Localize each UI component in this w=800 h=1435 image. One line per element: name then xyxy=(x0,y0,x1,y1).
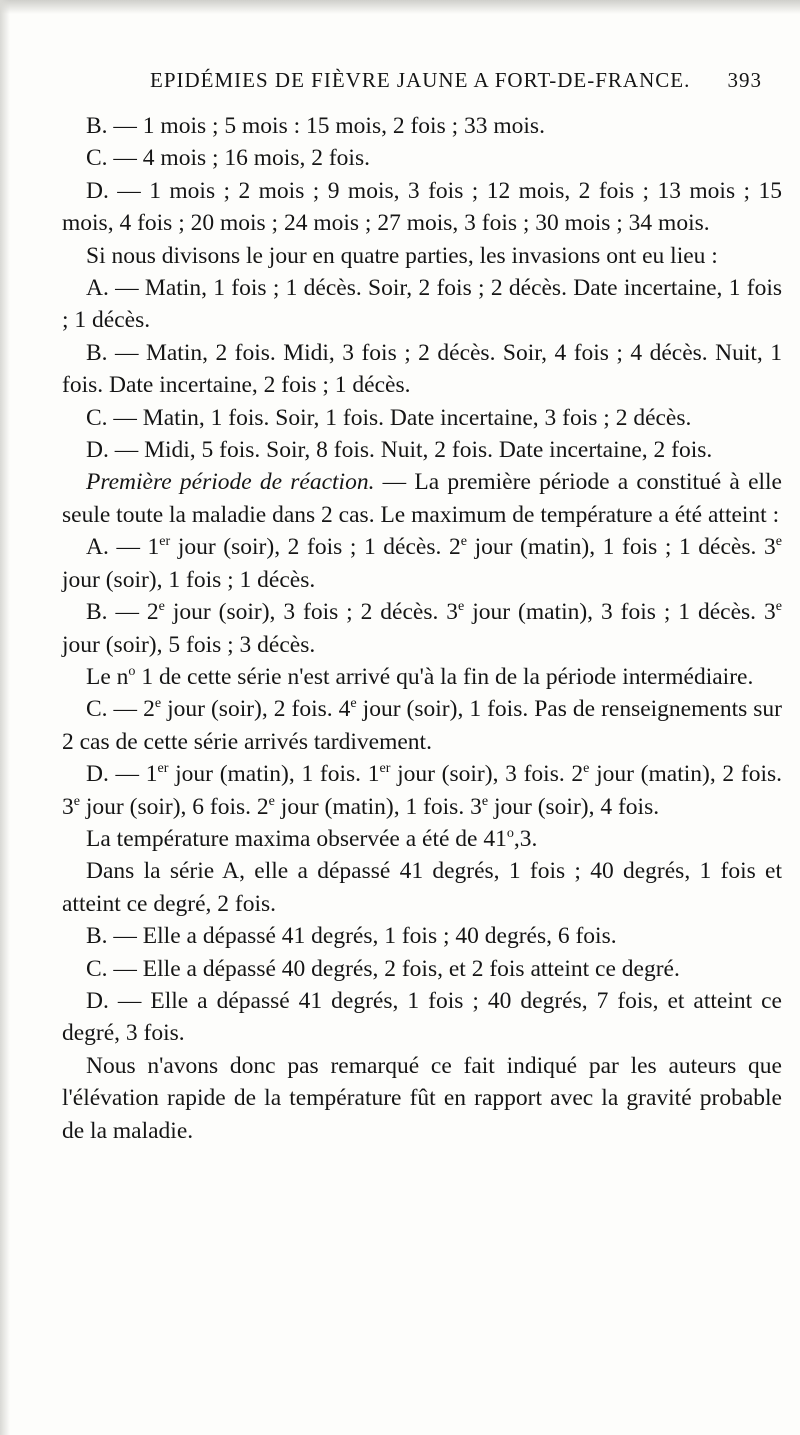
paragraph-c-months: C. — 4 mois ; 16 mois, 2 fois. xyxy=(86,145,370,172)
paragraph-d-invasions: D. — Midi, 5 fois. Soir, 8 fois. Nuit, 2 fois. Date incertaine, 2 fois. xyxy=(86,437,713,464)
section-title-reaction: Première période de réaction. xyxy=(86,469,375,496)
text-run: jour (soir), 1 fois ; 1 décès. xyxy=(62,566,316,593)
superscript: e xyxy=(350,695,357,712)
superscript: e xyxy=(154,695,162,712)
text-run: jour (matin), 1 fois ; 1 décès. 3 xyxy=(466,534,776,561)
paragraph-reaction xyxy=(62,466,782,531)
page-number: 393 xyxy=(727,68,762,92)
paragraph-b-months: B. — 1 mois ; 5 mois : 15 mois, 2 fois ; 33 mois. xyxy=(86,113,545,139)
paragraph-series-note xyxy=(62,661,782,693)
superscript: er xyxy=(379,760,391,777)
text-run: B. — 2 xyxy=(86,599,159,626)
text-run: jour (soir), 2 fois. 4 xyxy=(161,696,351,723)
superscript: o xyxy=(506,825,514,842)
paragraph-d-months: D. — 1 mois ; 2 mois ; 9 mois, 3 fois ; 12 mois, 2 fois ; 13 mois ; 15 mois, 4 fois ; 20 mois ; 24 mois ; 27 mois, 3 fois ; 30 mois ; 34 mois. xyxy=(62,177,782,237)
paragraph-d-temperature: D. — Elle a dépassé 41 degrés, 1 fois ; 40 degrés, 7 fois, et atteint ce degré, 3 fois. xyxy=(62,987,782,1047)
text-run: 1 de cette série n'est arrivé qu'à la fin de la période intermédiaire. xyxy=(135,663,754,690)
reaction-text: — La première période a constitué à elle seule toute la maladie dans 2 cas. Le maximum de température a été atteint : xyxy=(62,469,782,528)
text-run: jour (soir), 5 fois ; 3 décès. xyxy=(62,631,316,658)
text-run: jour (matin), 1 fois. 3 xyxy=(274,793,482,820)
text-run: jour (soir), 2 fois ; 1 décès. 2 xyxy=(170,534,461,561)
text-run: jour (soir), 4 fois. xyxy=(488,793,660,820)
paragraph-a-days xyxy=(62,531,782,596)
superscript: e xyxy=(481,792,489,809)
text-run: Le n xyxy=(86,663,129,690)
running-title: EPIDÉMIES DE FIÈVRE JAUNE A FORT-DE-FRANCE. xyxy=(150,68,691,92)
page-body xyxy=(62,110,782,1147)
paragraph-b-invasions: B. — Matin, 2 fois. Midi, 3 fois ; 2 décès. Soir, 4 fois ; 4 décès. Nuit, 1 fois. Date incertaine, 2 fois ; 1 décès. xyxy=(62,339,782,399)
paragraph-c-days xyxy=(62,693,782,758)
text-run: jour (soir), 6 fois. 2 xyxy=(80,793,269,820)
superscript: e xyxy=(268,792,275,809)
superscript: er xyxy=(159,533,171,550)
paragraph-a-invasions: A. — Matin, 1 fois ; 1 décès. Soir, 2 fois ; 2 décès. Date incertaine, 1 fois ; 1 décès. xyxy=(62,275,782,334)
text-run: ,3. xyxy=(513,825,538,852)
paragraph-c-invasions: C. — Matin, 1 fois. Soir, 1 fois. Date incertaine, 3 fois ; 2 décès. xyxy=(86,404,692,431)
page-edge-shadow-left xyxy=(0,0,10,1435)
text-run: jour (matin), 2 fois. 3 xyxy=(62,761,782,820)
superscript: e xyxy=(158,598,165,615)
paragraph-max-temperature xyxy=(62,823,782,855)
text-run: La température maxima observée a été de 41 xyxy=(86,825,507,852)
superscript: e xyxy=(458,598,465,615)
text-run: jour (soir), 3 fois ; 2 décès. 3 xyxy=(164,599,459,626)
superscript: er xyxy=(157,760,169,777)
text-run: A. — 1 xyxy=(86,534,160,561)
superscript: e xyxy=(73,792,81,809)
text-run: jour (matin), 3 fois ; 1 décès. 3 xyxy=(464,599,776,626)
paragraph-day-division: Si nous divisons le jour en quatre parties, les invasions ont eu lieu : xyxy=(86,242,718,269)
text-run: C. — 2 xyxy=(86,696,155,723)
paragraph-series-a-temperature: Dans la série A, elle a dépassé 41 degrés, 1 fois ; 40 degrés, 1 fois et atteint ce degré, 2 fois. xyxy=(62,858,782,917)
paragraph-d-days xyxy=(62,758,782,823)
superscript: e xyxy=(460,533,467,550)
paragraph-c-temperature: C. — Elle a dépassé 40 degrés, 2 fois, et 2 fois atteint ce degré. xyxy=(86,955,680,982)
page-edge-shadow xyxy=(0,0,800,14)
text-run: jour (soir), 1 fois. Pas de renseignements sur 2 cas de cette série arrivés tardivement. xyxy=(62,696,782,755)
paragraph-b-temperature: B. — Elle a dépassé 41 degrés, 1 fois ; 40 degrés, 6 fois. xyxy=(86,923,617,950)
paragraph-b-days xyxy=(62,596,782,661)
superscript: e xyxy=(775,598,782,615)
page-header xyxy=(120,68,762,98)
text-run: jour (soir), 3 fois. 2 xyxy=(390,761,584,788)
text-run: jour (matin), 1 fois. 1 xyxy=(168,761,380,788)
superscript: e xyxy=(775,533,782,550)
superscript: o xyxy=(128,663,136,680)
paragraph-conclusion: Nous n'avons donc pas remarqué ce fait indiqué par les auteurs que l'élévation rapide de la température fût en rapport avec la gravité probable de la maladie. xyxy=(62,1052,782,1144)
superscript: e xyxy=(583,760,590,777)
text-run: D. — 1 xyxy=(86,761,158,788)
